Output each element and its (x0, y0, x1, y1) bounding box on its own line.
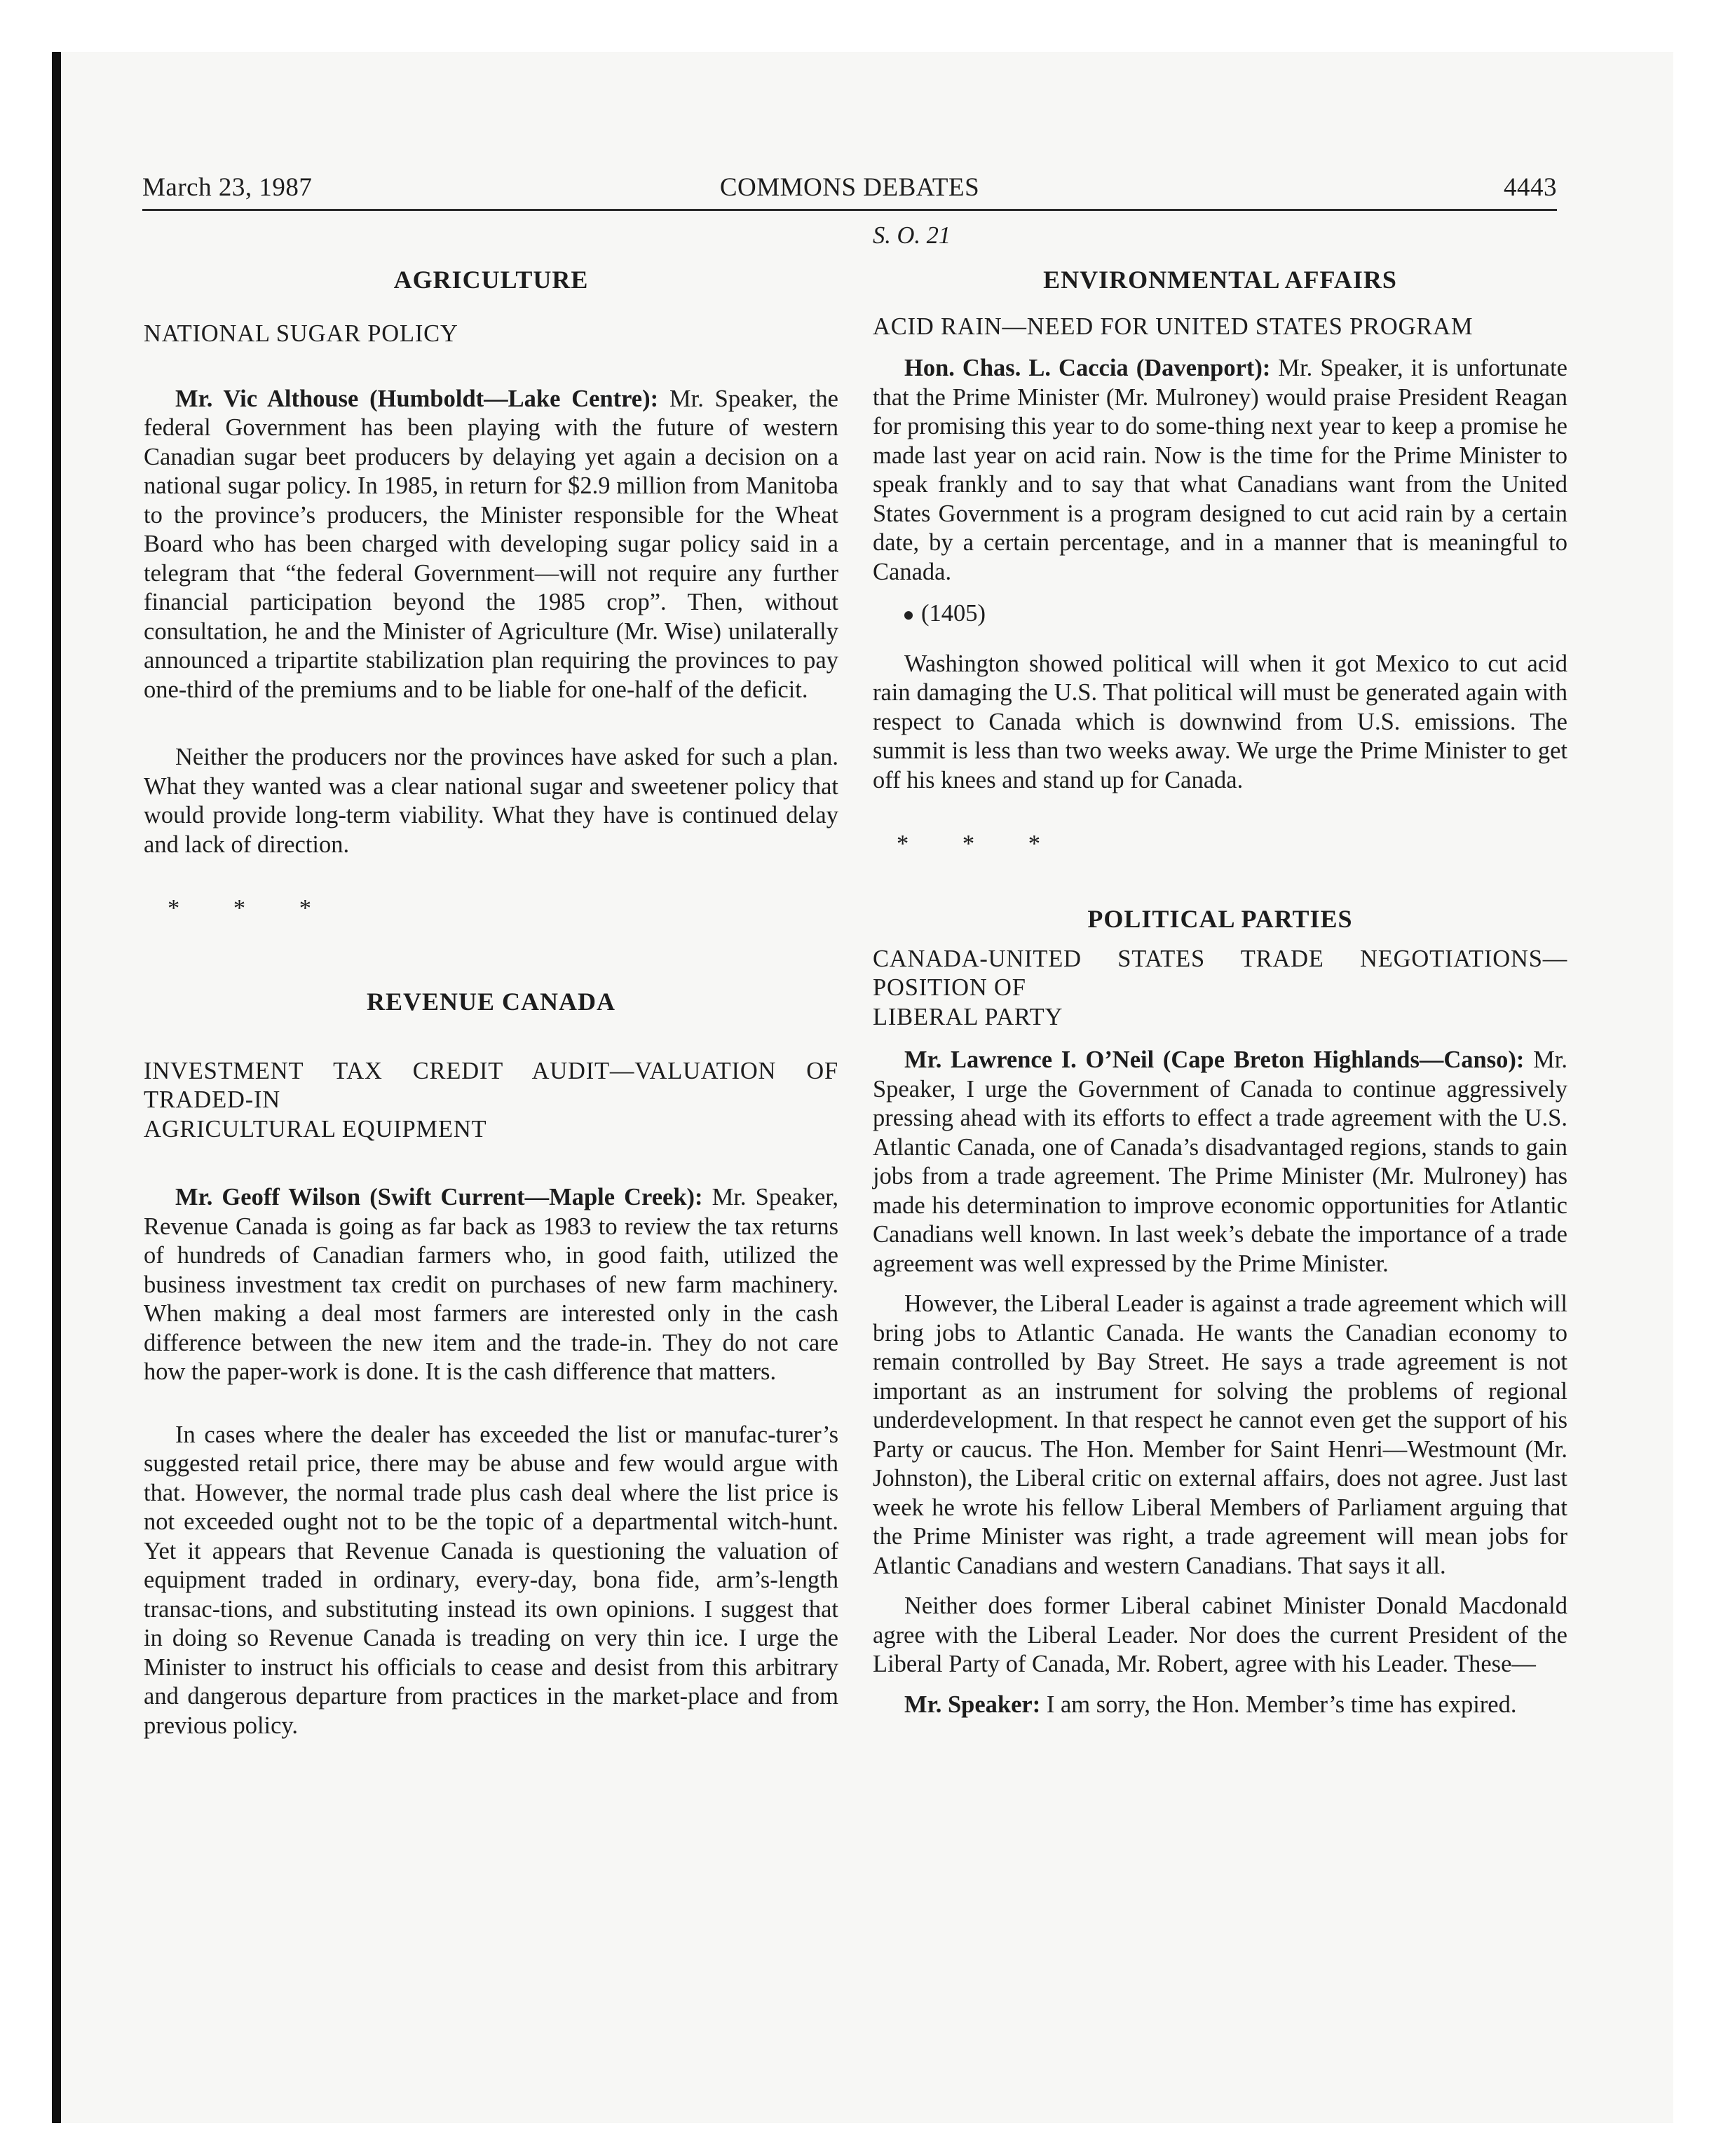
section-title-revenue-canada: REVENUE CANADA (366, 987, 615, 1016)
section-subtitle-acid-rain: ACID RAIN—NEED FOR UNITED STATES PROGRAM (873, 313, 1474, 340)
statement-text: Mr. Speaker, the federal Government has been playing with the future of western Canadian sugar beet producers by delaying yet again a decision on a national sugar policy. In 1985, in return for $2.9 million from Manitoba to the province’s producers, the Minister responsible for the Wheat Board who has been charged with developing sugar policy said in a telegram that “the federal Government—will not require any further financial participation beyond the 1985 crop”. Then, without consultation, he and the Minister of Agriculture (Mr. Wise) unilaterally announced a tripartite stabilization plan requiring the provinces to pay one-third of the premiums and to be liable for one-half of the deficit. (144, 385, 838, 703)
speaker-name: Mr. Speaker: (904, 1691, 1041, 1718)
statement-text: I am sorry, the Hon. Member’s time has expired. (1046, 1691, 1517, 1718)
statement-paragraph (873, 1046, 1567, 1278)
section-separator: * * * (897, 831, 1064, 857)
statement-paragraph (144, 1183, 838, 1387)
bullet-icon (904, 611, 913, 620)
section-title-agriculture: AGRICULTURE (393, 266, 589, 294)
statement-paragraph: In cases where the dealer has exceeded the list or manufac-turer’s suggested retail price, there may be abuse and few would argue with that. However, the normal trade plus cash deal where the list price is not exceeded ought not to be the topic of a departmental witch-hunt. Yet it appears that Revenue Canada is questioning the valuation of equipment traded in ordinary, every-day, bona fide, arm’s-length transac-tions, and substituting instead its own opinions. I suggest that in doing so Revenue Canada is treading on very thin ice. I urge the Minister to instruct his officials to cease and desist from this arbitrary and dangerous departure from practices in the market-place and from previous policy. (144, 1421, 838, 1739)
time-marker (873, 599, 1567, 629)
right-column (873, 221, 1567, 1719)
speaker-name: Mr. Geoff Wilson (Swift Current—Maple Creek): (175, 1184, 703, 1210)
left-column (144, 221, 838, 1740)
section-title-political-parties: POLITICAL PARTIES (1087, 904, 1353, 933)
scan-edge (52, 52, 61, 2123)
speaker-name: Hon. Chas. L. Caccia (Davenport): (904, 355, 1271, 381)
section-separator: * * * (168, 895, 335, 922)
statement-paragraph: Neither does former Liberal cabinet Minister Donald Macdonald agree with the Liberal Leader. Nor does the current President of the Liberal Party of Canada, Mr. Robert, agree with his Leader. These— (873, 1592, 1567, 1677)
standing-order-label: S. O. 21 (873, 222, 951, 249)
statement-text: Mr. Speaker, Revenue Canada is going as far back as 1983 to review the tax returns of hundreds of Canadian farmers who, in good faith, utilized the business investment tax credit on purchases of new farm machinery. When making a deal most farmers are interested only in the cash difference between the new item and the trade-in. They do not care how the paper-work is done. It is the cash difference that matters. (144, 1184, 839, 1385)
section-title-environmental-affairs: ENVIRONMENTAL AFFAIRS (1043, 265, 1397, 294)
section-subtitle-line: AGRICULTURAL EQUIPMENT (144, 1115, 487, 1142)
speaker-name: Mr. Lawrence I. O’Neil (Cape Breton Highlands—Canso): (904, 1046, 1525, 1073)
statement-paragraph: Washington showed political will when it got Mexico to cut acid rain damaging the U.S. That political will must be generated again with respect to Canada which is downwind from U.S. emissions. The summit is less than two weeks away. We urge the Prime Minister to get off his knees and stand up for Canada. (873, 650, 1567, 793)
statement-paragraph (144, 385, 838, 705)
section-subtitle-sugar-policy: NATIONAL SUGAR POLICY (144, 320, 458, 347)
statement-paragraph (873, 1691, 1567, 1720)
page-header (142, 172, 1557, 211)
statement-text: Mr. Speaker, I urge the Government of Canada to continue aggressively pressing ahead with its efforts to effect a trade agreement with the U.S. Atlantic Canada, one of Canada’s disadvantaged regions, stands to gain jobs from a trade agreement. The Prime Minister (Mr. Mulroney) has made his determination to improve economic opportunities for Atlantic Canadians well known. In last week’s debate the importance of a trade agreement was well expressed by the Prime Minister. (873, 1046, 1567, 1277)
statement-paragraph (873, 354, 1567, 587)
header-publication: COMMONS DEBATES (719, 173, 980, 202)
statement-text: Mr. Speaker, it is unfortunate that the Prime Minister (Mr. Mulroney) would praise President Reagan for promising this year to do some-thing next year to keep a promise he made last year on acid rain. Now is the time for the Prime Minister to speak frankly and to say that what Canadians want from the United States Government is a program designed to cut acid rain by a certain date, by a certain percentage, and in a manner that is meaningful to Canada. (873, 355, 1567, 585)
speaker-name: Mr. Vic Althouse (Humboldt—Lake Centre): (175, 385, 659, 412)
section-subtitle-line: INVESTMENT TAX CREDIT AUDIT—VALUATION OF TRADED-IN (144, 1057, 838, 1113)
header-date: March 23, 1987 (142, 173, 313, 202)
section-subtitle-line: LIBERAL PARTY (873, 1003, 1063, 1030)
statement-paragraph: However, the Liberal Leader is against a trade agreement which will bring jobs to Atlantic Canada. He wants the Canadian economy to remain controlled by Bay Street. He says a trade agreement is not important as an instrument for solving the problems of regional underdevelopment. In that respect he cannot even get the support of his Party or caucus. The Hon. Member for Saint Henri—Westmount (Mr. Johnston), the Liberal critic on external affairs, does not agree. Just last week he wrote his fellow Liberal Members of Parliament arguing that the Prime Minister was right, a trade agreement will mean jobs for Atlantic Canadians and western Canadians. That says it all. (873, 1290, 1567, 1579)
section-subtitle-line: CANADA-UNITED STATES TRADE NEGOTIATIONS—POSITION OF (873, 945, 1567, 1001)
time-marker-text: (1405) (921, 600, 986, 627)
header-page-number: 4443 (1504, 173, 1557, 202)
statement-paragraph: Neither the producers nor the provinces have asked for such a plan. What they wanted was a clear national sugar and sweetener policy that would provide long-term viability. What they have is continued delay and lack of direction. (144, 744, 838, 858)
